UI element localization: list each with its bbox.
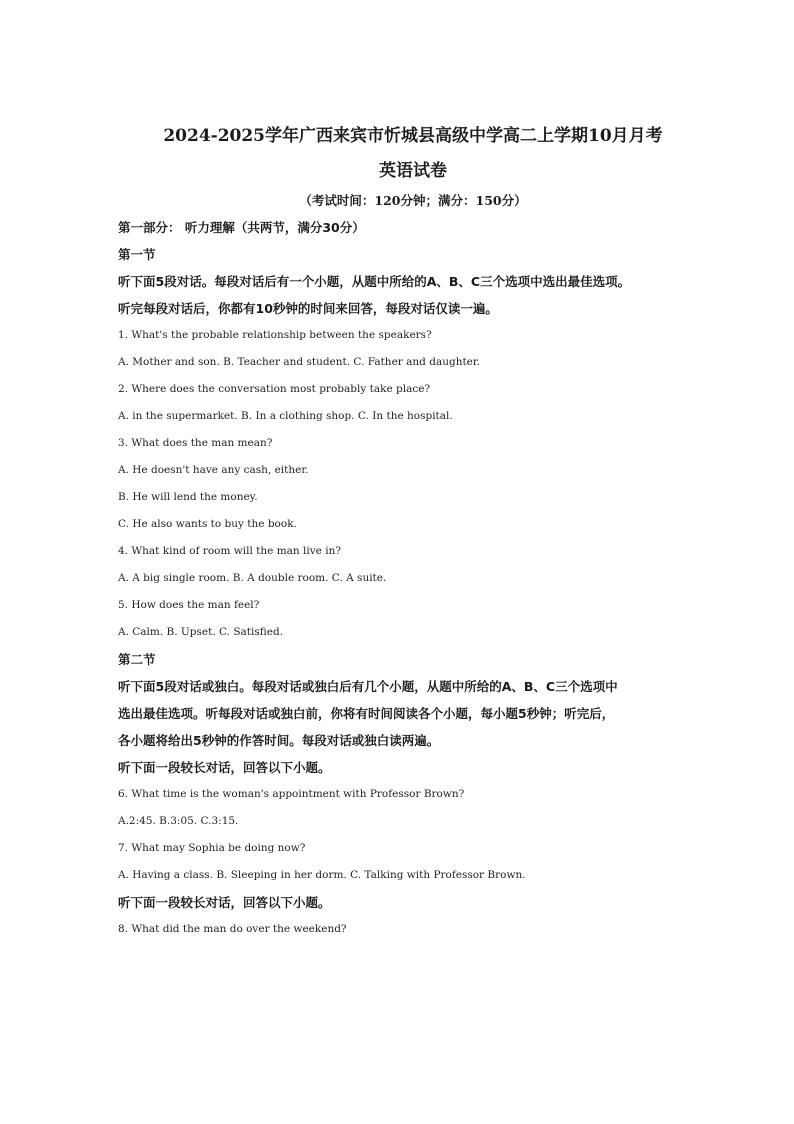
dialogue-intro-2: 听下面一段较长对话，回答以下小题。 — [118, 895, 331, 910]
exam-info: （考试时间：120分钟；满分：150分） — [299, 193, 527, 208]
exam-subtitle: 英语试卷 — [379, 161, 447, 181]
section1 — [118, 241, 698, 646]
question-7-options: A. Having a class. B. Sleeping in her dorm. C. Talking with Professor Brown. — [118, 869, 526, 881]
section1-heading: 第一节 — [118, 247, 156, 262]
question-2: 2. Where does the conversation most probably take place? — [118, 383, 431, 395]
question-3-option-c: C. He also wants to buy the book. — [118, 518, 297, 530]
question-1-options: A. Mother and son. B. Teacher and student. C. Father and daughter. — [118, 356, 481, 368]
question-4-options: A. A big single room. B. A double room. C. A suite. — [118, 572, 387, 584]
exam-title: 2024-2025学年广西来宾市忻城县高级中学高二上学期10月月考 — [163, 126, 663, 146]
section2-instruction-line1: 听下面5段对话或独白。每段对话或独白后有几个小题，从题中所给的A、B、C三个选项中 — [118, 679, 618, 694]
section2 — [118, 646, 698, 943]
section1-instruction-line1: 听下面5段对话。每段对话后有一个小题，从题中所给的A、B、C三个选项中选出最佳选项。 — [118, 274, 631, 289]
question-3-option-a: A. He doesn't have any cash, either. — [118, 464, 309, 476]
section2-instruction-line2: 选出最佳选项。听每段对话或独白前，你将有时间阅读各个小题，每小题5秒钟；听完后， — [118, 706, 615, 721]
question-7: 7. What may Sophia be doing now? — [118, 842, 306, 854]
dialogue-intro-1: 听下面一段较长对话，回答以下小题。 — [118, 760, 331, 775]
question-3-option-b: B. He will lend the money. — [118, 491, 258, 503]
part1-heading: 第一部分： 听力理解（共两节，满分30分） — [118, 220, 365, 235]
question-5: 5. How does the man feel? — [118, 599, 260, 611]
section1-instruction-line2: 听完每段对话后，你都有10秒钟的时间来回答，每段对话仅读一遍。 — [118, 301, 498, 316]
question-8: 8. What did the man do over the weekend? — [118, 923, 347, 935]
question-6-options: A.2:45. B.3:05. C.3:15. — [118, 815, 239, 827]
section2-instruction-line3: 各小题将给出5秒钟的作答时间。每段对话或独白读两遍。 — [118, 733, 440, 748]
question-2-options: A. in the supermarket. B. In a clothing shop. C. In the hospital. — [118, 410, 453, 422]
question-6: 6. What time is the woman's appointment with Professor Brown? — [118, 788, 465, 800]
section2-heading: 第二节 — [118, 652, 156, 667]
exam-paper — [118, 124, 698, 943]
question-3: 3. What does the man mean? — [118, 437, 273, 449]
question-4: 4. What kind of room will the man live in? — [118, 545, 341, 557]
question-5-options: A. Calm. B. Upset. C. Satisfied. — [118, 626, 284, 638]
question-1: 1. What's the probable relationship between the speakers? — [118, 329, 432, 341]
